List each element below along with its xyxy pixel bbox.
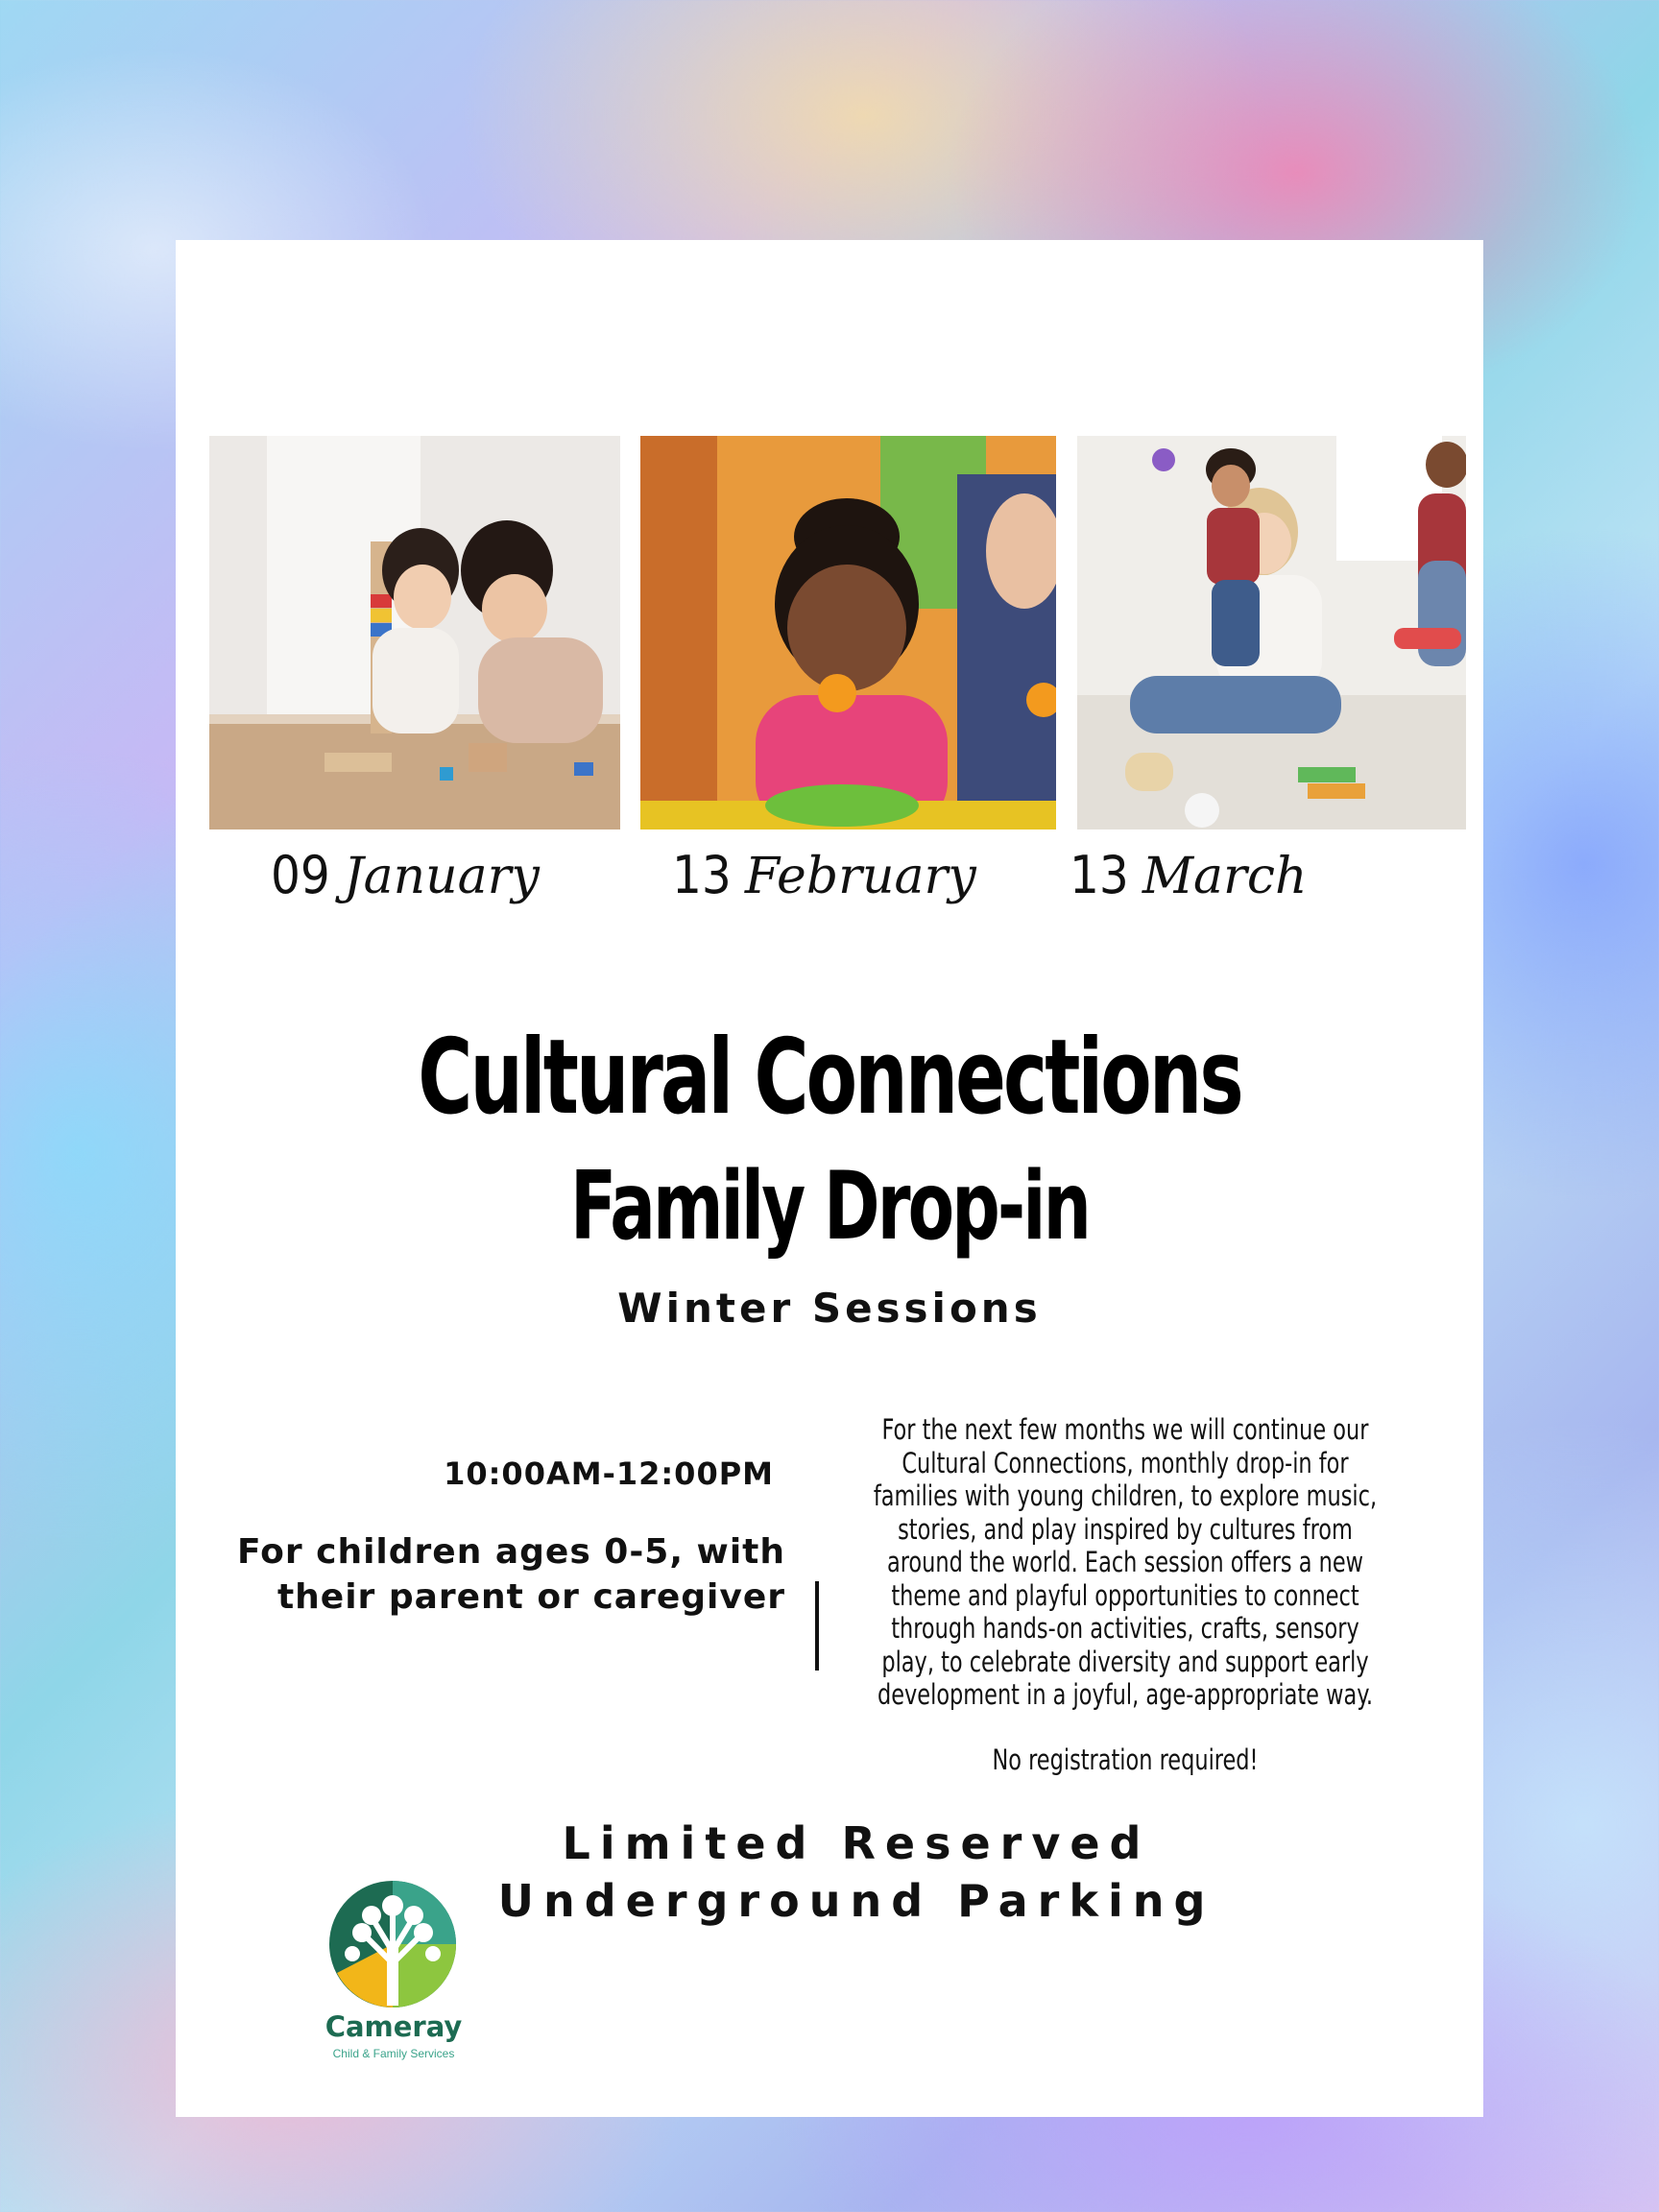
page-title: Cultural Connections [418,1018,1241,1138]
registration-note: No registration required! [992,1743,1259,1776]
session-date-2 [672,845,976,912]
session-date-2-month: February [744,848,976,905]
session-date-1 [271,845,540,912]
parking-notice-line-2: Underground Parking [497,1875,1215,1927]
page-subtitle: Winter Sessions [617,1285,1042,1332]
age-eligibility-line-1: For children ages 0-5, with [236,1532,785,1572]
page-title-line-2: Family Drop-in [570,1152,1089,1262]
program-description: For the next few months we will continue our Cultural Connections, monthly drop-in for families with young children, to explore music, stories, and play inspired by cultures from around the world. Each session offers a new theme and playful opportunities to connect through hands-on activities, crafts, sensory play, to celebrate diversity and support early development in a joyful, age-appropriate way. [873,1413,1378,1711]
session-date-1-day: 09 [271,845,330,905]
photo-girl-eating-orange [640,436,1056,830]
session-date-3-month: March [1142,848,1308,905]
photo-mother-playing-with-children [1077,436,1466,830]
logo-tagline: Child & Family Services [332,2047,455,2060]
tree-logo-icon [325,1877,460,2011]
age-eligibility-line-2: their parent or caregiver [276,1577,785,1617]
parking-notice-line-1: Limited Reserved [562,1817,1151,1869]
session-date-3-day: 13 [1070,845,1129,905]
session-date-3 [1070,845,1308,912]
photo-building-blocks-image [209,436,620,830]
session-date-2-day: 13 [672,845,732,905]
vertical-divider [815,1581,819,1671]
photo-girl-eating-orange-image [640,436,1056,830]
session-date-1-month: January [343,848,540,905]
logo-name: Cameray [325,2010,463,2043]
photo-building-blocks [209,436,620,830]
age-eligibility [190,1529,785,1620]
photo-mother-playing-with-children-image [1077,436,1466,830]
session-time: 10:00AM-12:00PM [444,1455,774,1492]
